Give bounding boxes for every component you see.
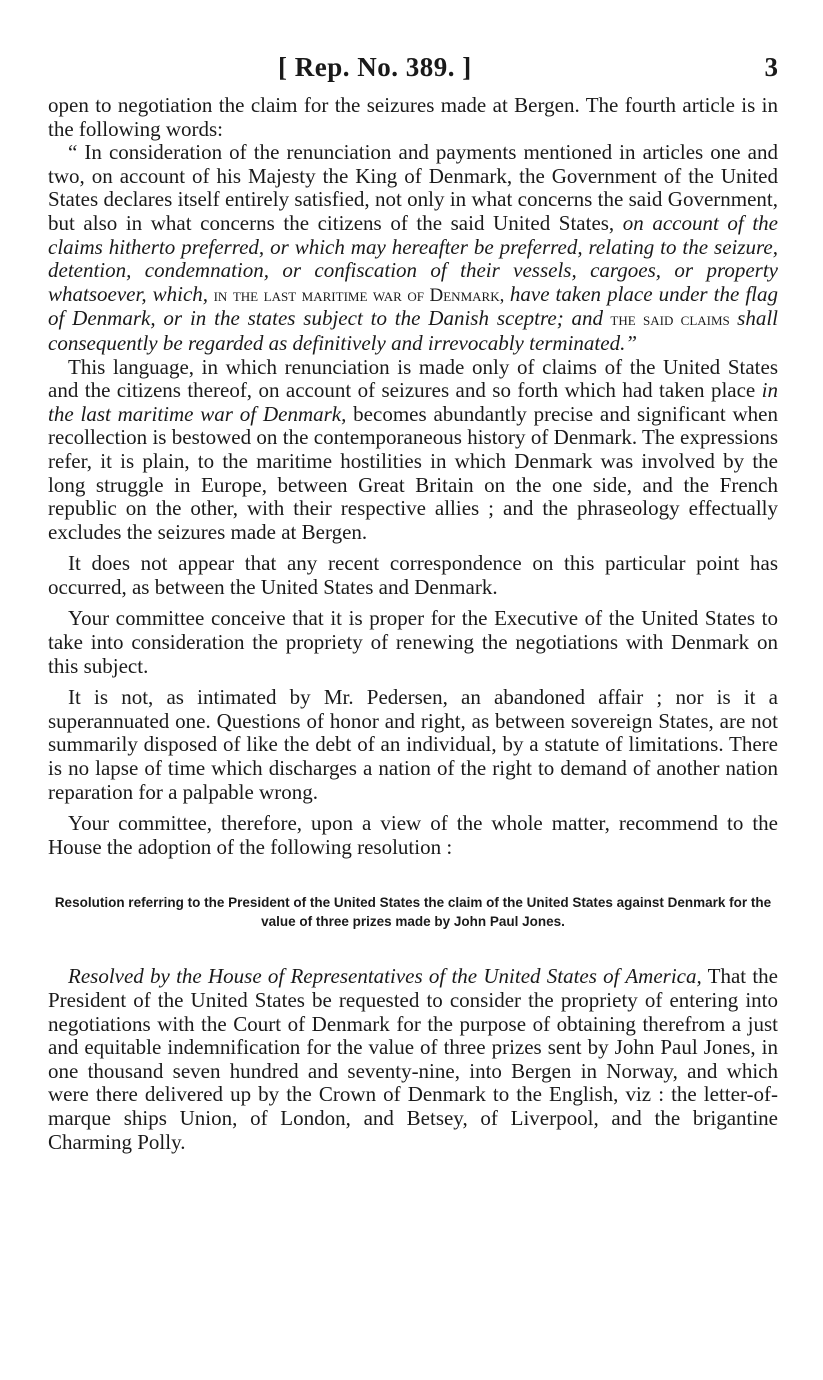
paragraph-language [48, 356, 778, 545]
paragraph-correspondence: It does not appear that any recent correspondence on this particular point has occurred, as between the United States and Denmark. [48, 551, 778, 599]
paragraph-recommend: Your committee, therefore, upon a view of the whole matter, recommend to the House the adoption of the following resolution : [48, 811, 778, 859]
quote-part-4: have taken place under the flag of Denmark, or in the states subject to the Danish sceptre; and [48, 281, 778, 331]
treaty-quote [48, 141, 778, 355]
page-number: 3 [764, 52, 778, 82]
paragraph-intro: open to negotiation the claim for the seizures made at Bergen. The fourth article is in the following words: [48, 93, 778, 141]
quote-part-1: “ In consideration of the renunciation and payments mentioned in articles one and two, on account of his Majesty the King of Denmark, the Government of the United States declares itself entirely satisfied, not only in what concerns the said Government, but also in what concerns the citizens of the said United States, [48, 140, 778, 235]
quote-part-2: on account of the claims hitherto preferred, or which may hereafter be preferred, relating to the seizure, detention, condemnation, or confiscation of their vessels, cargoes, or property whatsoever, which, [48, 210, 778, 306]
quote-part-5: the said claims [603, 309, 738, 331]
resolution-lead: Resolved by the House of Representatives of the United States of America, [68, 964, 702, 989]
quote-part-3: in the last maritime war of Denmark, [208, 284, 510, 306]
paragraph-not-abandoned: It is not, as intimated by Mr. Pedersen, an abandoned affair ; nor is it a superannuated one. Questions of honor and right, as between sovereign States, are not summarily disposed of like the debt of an individual, by a statute of limitations. There is no lapse of time which discharges a nation of the right to demand of another nation reparation for a palpable wrong. [48, 685, 778, 804]
report-number: [ Rep. No. 389. ] [278, 52, 472, 82]
resolution-title: Resolution referring to the President of the United States the claim of the United States against Denmark for the value of three prizes made by John Paul Jones. [54, 895, 772, 930]
document-page [48, 52, 778, 1154]
quote-part-6: shall consequently be regarded as definitively and irrevocably terminated.” [48, 306, 778, 355]
paragraph-language-b: in the last maritime war of Denmark, [48, 378, 778, 426]
resolution-text [48, 965, 778, 1154]
page-header [48, 52, 778, 88]
paragraph-committee-conceive: Your committee conceive that it is proper for the Executive of the United States to take into consideration the propriety of renewing the negotiations with Denmark on this subject. [48, 606, 778, 678]
paragraph-language-a: This language, in which renunciation is made only of claims of the United States and the citizens thereof, on account of seizures and so forth which had taken place [48, 354, 778, 403]
paragraph-language-c: becomes abundantly precise and significant when recollection is bestowed on the contemporaneous history of Denmark. The expressions refer, it is plain, to the maritime hostilities in which Denmark was involved by the long struggle in Europe, between Great Britain on the one side, and the French republic on the other, with their respective allies ; and the phraseology effectually excludes the seizures made at Bergen. [48, 401, 778, 544]
resolution-body: That the President of the United States be requested to consider the propriety of entering into negotiations with the Court of Denmark for the purpose of obtaining therefrom a just and equitable indemnification for the value of three prizes sent by John Paul Jones, in one thousand seven hundred and seventy-nine, into Bergen in Norway, and which were there delivered up by the Crown of Denmark to the English, viz : the letter-of-marque ships Union, of London, and Betsey, of Liverpool, and the brigantine Charming Polly. [48, 964, 779, 1154]
